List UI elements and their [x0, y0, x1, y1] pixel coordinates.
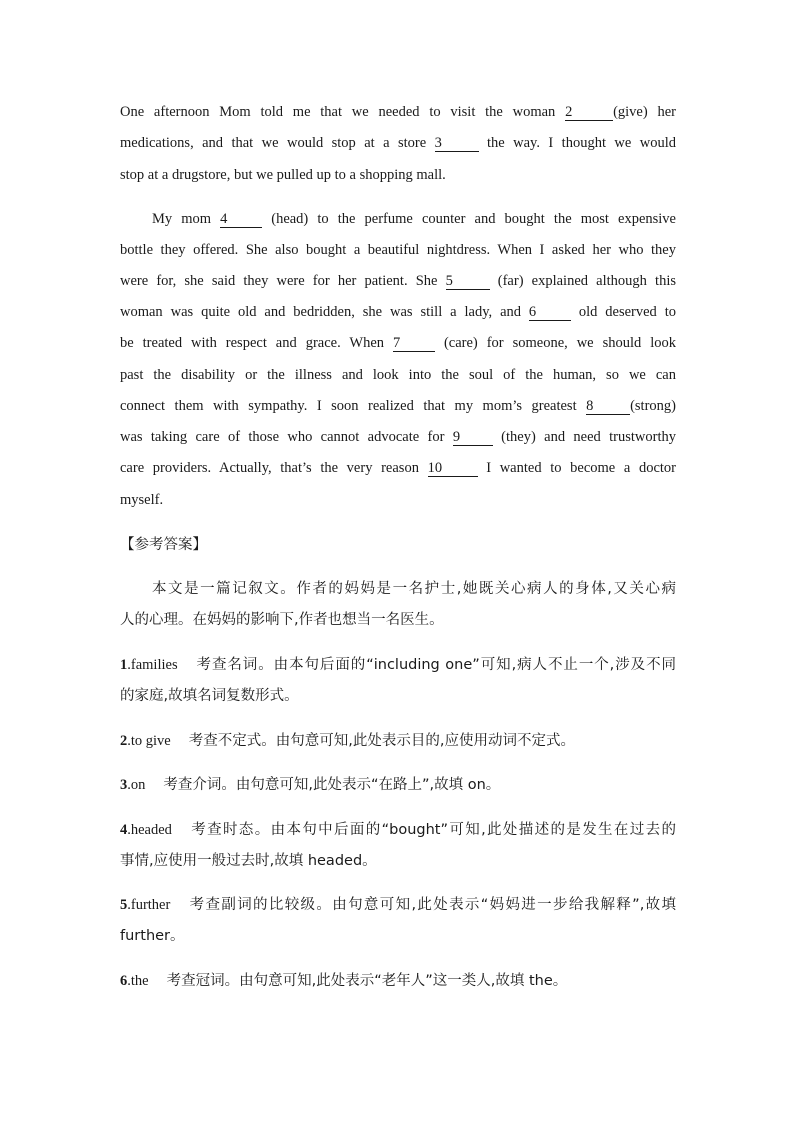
answers-heading: 【参考答案】	[120, 537, 207, 553]
summary-line: 本文是一篇记叙文。作者的妈妈是一名护士,她既关心病人的身体,又关心病	[152, 581, 676, 597]
passage-line: bottle they offered. She also bought a beautiful nightdress. When I asked her who they	[120, 242, 676, 258]
blank-3: 3	[435, 136, 479, 152]
blank-8: 8	[586, 399, 630, 415]
answer-number: 3	[120, 777, 128, 793]
passage-line: be treated with respect and grace. When 7 (care) for someone, we should look	[120, 335, 676, 351]
passage-line: past the disability or the illness and look into the soul of the human, so we can	[120, 367, 676, 383]
passage-line: stop at a drugstore, but we pulled up to a shopping mall.	[120, 167, 446, 183]
passage-line: My mom 4 (head) to the perfume counter and bought the most expensive	[152, 211, 676, 227]
summary-line: 人的心理。在妈妈的影响下,作者也想当一名医生。	[120, 612, 444, 628]
answer-explanation: 考查副词的比较级。由句意可知,此处表示“妈妈进一步给我解释”,故填	[188, 897, 676, 913]
passage-line: One afternoon Mom told me that we needed to visit the woman 2 (give) her	[120, 104, 676, 120]
blank-10: 10	[428, 461, 478, 477]
passage-line: medications, and that we would stop at a store 3 the way. I thought we would	[120, 135, 676, 151]
answer-line: further。	[120, 928, 185, 944]
passage-line: were for, she said they were for her patient. She 5 (far) explained although this	[120, 273, 676, 289]
answer-number: 4	[120, 822, 128, 838]
answer-line	[120, 776, 676, 794]
passage-line: myself.	[120, 492, 164, 508]
answer-number: 1	[120, 657, 128, 673]
answer-line	[120, 896, 676, 914]
answer-word: .to give	[127, 733, 171, 749]
answer-line	[120, 972, 676, 990]
answer-word: .the	[127, 973, 149, 989]
answer-explanation: 考查不定式。由句意可知,此处表示目的,应使用动词不定式。	[188, 733, 575, 749]
passage-line: connect them with sympathy. I soon realized that my mom’s greatest 8 (strong)	[120, 398, 676, 414]
answer-line	[120, 656, 676, 674]
answer-explanation: 考查冠词。由句意可知,此处表示“老年人”这一类人,故填 the。	[166, 973, 568, 989]
answer-number: 5	[120, 897, 128, 913]
answer-line: 的家庭,故填名词复数形式。	[120, 688, 299, 704]
answer-explanation: 考查名词。由本句后面的“including one”可知,病人不止一个,涉及不同	[195, 657, 676, 673]
answer-explanation: 考查介词。由句意可知,此处表示“在路上”,故填 on。	[163, 777, 501, 793]
passage-line: was taking care of those who cannot advocate for 9 (they) and need trustworthy	[120, 429, 676, 445]
answer-number: 2	[120, 733, 128, 749]
blank-9: 9	[453, 430, 493, 446]
answer-line	[120, 732, 676, 750]
answer-word: .on	[127, 777, 146, 793]
answer-line	[120, 821, 676, 839]
answer-word: .further	[127, 897, 171, 913]
answer-line: 事情,应使用一般过去时,故填 headed。	[120, 853, 377, 869]
blank-2: 2	[565, 105, 613, 121]
blank-7: 7	[393, 336, 435, 352]
blank-4: 4	[220, 212, 262, 228]
answer-number: 6	[120, 973, 128, 989]
blank-6: 6	[529, 305, 571, 321]
answer-explanation: 考查时态。由本句中后面的“bought”可知,此处描述的是发生在过去的	[189, 822, 676, 838]
blank-5: 5	[446, 274, 490, 290]
passage-line: woman was quite old and bedridden, she was still a lady, and 6 old deserved to	[120, 304, 676, 320]
answer-word: .families	[127, 657, 178, 673]
passage-line: care providers. Actually, that’s the very reason 10 I wanted to become a doctor	[120, 460, 677, 476]
answer-word: .headed	[127, 822, 172, 838]
